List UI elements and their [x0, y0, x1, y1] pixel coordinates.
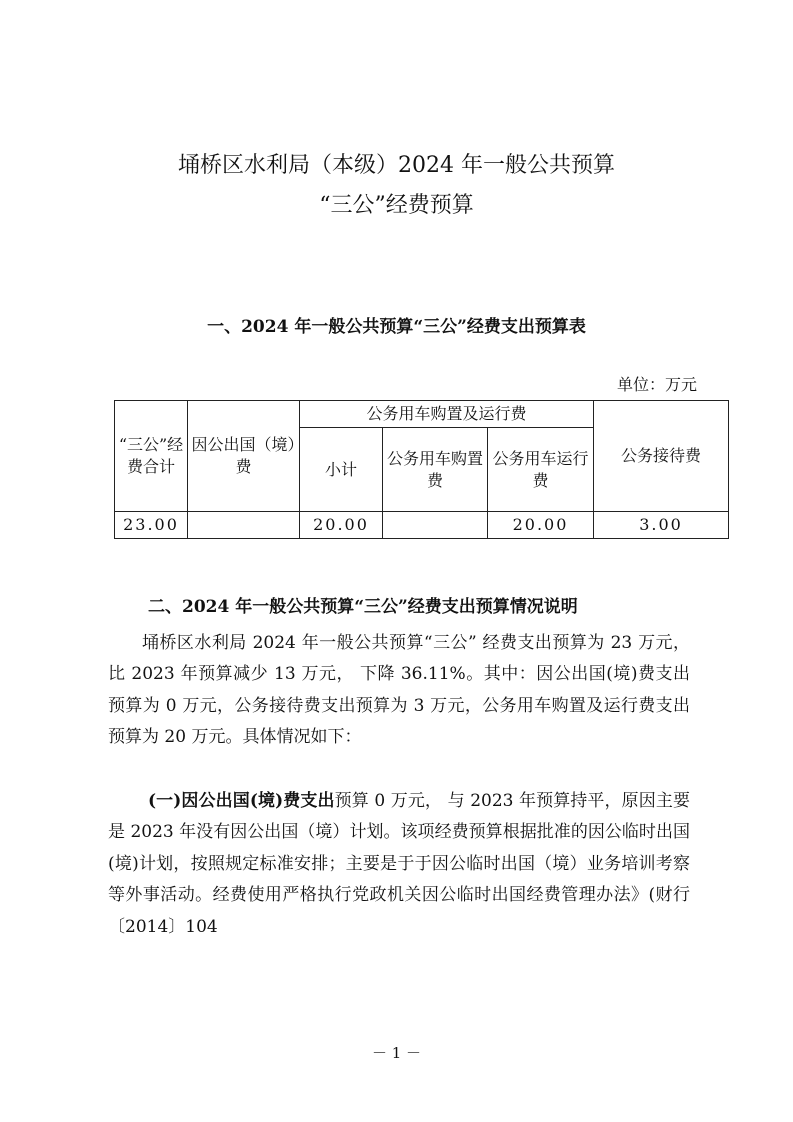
paragraph-body: 预算 0 万元， 与 2023 年预算持平，原因主要是 2023 年没有因公出国（境）计划。该项经费预算根据批准的因公临时出国(境)计划，按照规定标准安排；主要是于于因公临时出国（境）业务培训考察等外事活动。经费使用严格执行党政机关因公临时出国经费管理办法》(财行〔2014〕104 [108, 791, 690, 937]
cell-vehicle-subtotal: 20.00 [300, 512, 383, 539]
header-vehicle-purchase: 公务用车购置费 [383, 428, 488, 512]
section-heading-2: 二、2024 年一般公共预算“三公”经费支出预算情况说明 [148, 597, 578, 617]
header-vehicle-group: 公务用车购置及运行费 [300, 401, 594, 428]
paragraph-summary: 埇桥区水利局 2024 年一般公共预算“三公” 经费支出预算为 23 万元，比 2023 年预算减少 13 万元， 下降 36.11%。其中：因公出国(境)费支出预算为 0 万元，公务接待费支出预算为 3 万元，公务用车购置及运行费支出预算为 20 万元。具体情况如下： [108, 633, 690, 748]
cell-reception: 3.00 [594, 512, 729, 539]
cell-abroad [188, 512, 300, 539]
page-number: － 1 － [371, 1044, 422, 1062]
cell-total: 23.00 [115, 512, 188, 539]
table-row [115, 512, 729, 539]
cell-vehicle-operation: 20.00 [488, 512, 594, 539]
header-reception-expense: 公务接待费 [594, 401, 729, 512]
paragraph-abroad-expense [108, 786, 690, 943]
section-heading-1: 一、2024 年一般公共预算“三公”经费支出预算表 [207, 317, 586, 337]
header-vehicle-operation: 公务用车运行费 [488, 428, 594, 512]
header-total-expense: “三公”经费合计 [115, 401, 188, 512]
three-public-expenses-table [114, 400, 729, 539]
header-abroad-expense: 因公出国（境）费 [188, 401, 300, 512]
cell-vehicle-purchase [383, 512, 488, 539]
paragraph-lead: (一)因公出国(境)费支出 [148, 791, 335, 811]
document-title-line-2: “三公”经费预算 [319, 193, 474, 218]
header-vehicle-subtotal: 小计 [300, 428, 383, 512]
unit-label: 单位：万元 [616, 375, 697, 394]
document-title-line-1: 埇桥区水利局（本级）2024 年一般公共预算 [178, 153, 615, 178]
